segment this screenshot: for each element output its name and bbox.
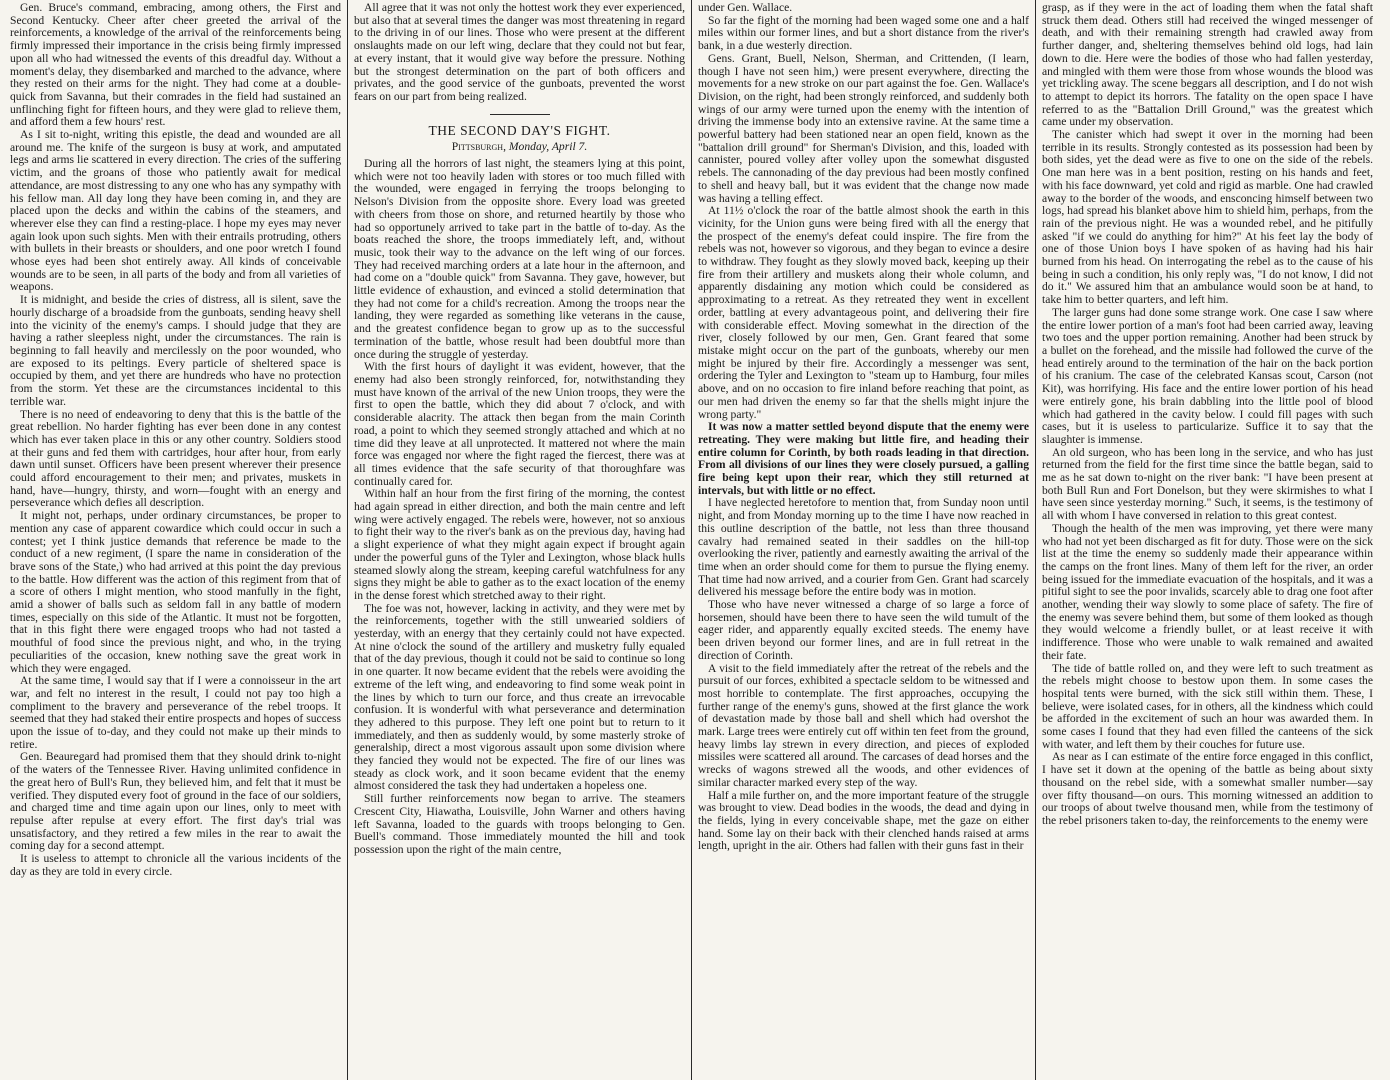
- paragraph: Within half an hour from the first firing of the morning, the contest had again spread in either direction, and both the main centre and left wing were actively engaged. The rebels were, however, not so anxious to fight their way to the river's bank as on the previous day, having had a slight experience of what they might again expect if brought again under the powerful guns of the Tyler and Lexington, whose black hulls steamed slowly along the stream, keeping careful watchfulness for any signs they might be able to gather as to the exact location of the enemy in the dense forest which stretched away to their right.: [354, 487, 685, 602]
- paragraph: The canister which had swept it over in the morning had been terrible in its results. Strongly contested as its possession had been by both sides, yet the dead were as five to one on the side of the rebels. One man here was in a bent position, resting on his hands and feet, with his face downward, yet cold and rigid as marble. One had crawled away to the border of the woods, and ensconcing himself between two logs, had spread his blanket above him to shield him, perhaps, from the rain of the previous night. He was a wounded rebel, and he pitifully asked "if we could do anything for him?" At his feet lay the body of one of those Union boys I have spoken of as having had his hair burned from his head. On interrogating the rebel as to the cause of his being in such a condition, his only reply was, "I do not know, I did not do it." We assured him that an ambulance would soon be at hand, to take him to better quarters, and left him.: [1042, 128, 1373, 307]
- paragraph: All agree that it was not only the hottest work they ever experienced, but also that at several times the danger was most threatening in regard to the driving in of our lines. Those who were present at the different onslaughts made on our left wing, declare that they could not but fear, at every instant, that it would give way before the pressure. Nothing but the strongest determination on the part of both officers and privates, and the good service of the gunboats, prevented the worst fears on our part from being realized.: [354, 1, 685, 103]
- paragraph: Gens. Grant, Buell, Nelson, Sherman, and Crittenden, (I learn, though I have not seen him,) were present everywhere, directing the movements for a new stroke on our part against the foe. Gen. Wallace's Division, on the right, had been strongly reinforced, and suddenly both wings of our army were turned upon the enemy with the intention of driving the immense body into an extensive ravine. At the same time a powerful battery had been stationed near an open field, known as the "battalion drill ground" for Sherman's Division, and this, loaded with cannister, poured volley after volley upon the somewhat disgusted rebels. The cannonading of the day previous had been mostly confined to shell and heavy ball, but it was evident that the change now made was having a telling effect.: [698, 51, 1029, 205]
- paragraph: The tide of battle rolled on, and they were left to such treatment as the rebels might choose to bestow upon them. In some cases the hospital tents were burned, with the sick still within them. These, I believe, were isolated cases, for in others, all the kindness which could be afforded in the excitement of such an hour was awarded them. In some cases I found that they had even filled the canteens of the sick with water, and left them by their couches for future use.: [1042, 661, 1373, 751]
- paragraph: With the first hours of daylight it was evident, however, that the enemy had also been strongly reinforced, for, notwithstanding they must have known of the arrival of the new Union troops, they were the first to open the battle, which they did about 7 o'clock, and with considerable alacrity. The attack then began from the main Corinth road, a point to which they seemed strongly attached and which at no time did they leave at all unprotected. It mattered not where the main force was engaged nor where the fight raged the fiercest, there was at all times evidence that the safe security of that thoroughfare was continually cared for.: [354, 360, 685, 488]
- paragraph: It was now a matter settled beyond dispute that the enemy were retreating. They were making but little fire, and heading their entire column for Corinth, by both roads leading in that direction. From all divisions of our lines they were closely pursued, a galling fire being kept upon their rear, which they still returned at intervals, but with little or no effect.: [698, 420, 1029, 497]
- paragraph: Gen. Beauregard had promised them that they should drink to-night of the waters of the Tennessee River. Having unlimited confidence in the great hero of Bull's Run, they believed him, and felt that it must be verified. They disputed every foot of ground in the face of our soldiers, and charged time and time again upon our lines, only to meet with repulse after repulse at every effort. The first day's trial was unsatisfactory, and they retired a few miles in the rear to await the coming day for a second attempt.: [10, 750, 341, 853]
- paragraph: Half a mile further on, and the more important feature of the struggle was brought to view. Dead bodies in the woods, the dead and dying in the fields, lying in every conceivable shape, met the gaze on either hand. Some lay on their back with their clenched hands raised at arms length, upright in the air. Others had fallen with their guns fast in their: [698, 788, 1029, 853]
- paragraph: grasp, as if they were in the act of loading them when the fatal shaft struck them dead. Others still had received the winged messenger of death, and with their remaining strength had crawled away from further danger, and, sheltering themselves behind old logs, had lain down to die. Here were the bodies of those who had fallen yesterday, and mingled with them were those from whose wounds the blood was yet trickling away. The scene beggars all description, and I do not wish to attempt to depict its horrors. The fatality on the open space I have referred to as the "Battalion Drill Ground," was the greatest which came under my observation.: [1042, 1, 1373, 129]
- paragraph: Though the health of the men was improving, yet there were many who had not yet been discharged as fit for duty. Those were on the sick list at the time the enemy so suddenly made their appearance within the camps on the front lines. Many of them left for the river, an order being issued for the immediate evacuation of the hospitals, and it was a pitiful sight to see the poor invalids, scarcely able to drag one foot after another, wending their way slowly to some place of safety. The fire of the enemy was severe behind them, but some of them looked as though they would welcome a friendly bullet, or at least receive it with indifference. Those who were unable to walk remained and awaited their fate.: [1042, 521, 1373, 662]
- paragraph: As near as I can estimate of the entire force engaged in this conflict, I have set it down at the opening of the battle as being about sixty thousand on the rebel side, with a somewhat smaller number—say over fifty thousand—on ours. This morning witnessed an addition to our troops of about twelve thousand men, while from the testimony of the rebel prisoners taken to-day, the reinforcements to the enemy were: [1042, 750, 1373, 827]
- section-divider: [490, 114, 550, 115]
- paragraph: There is no need of endeavoring to deny that this is the battle of the great rebellion. No harder fighting has ever been done in any contest which has ever taken place in this or any other country. Soldiers stood at their guns and fed them with cartridges, hour after hour, from early dawn until sunset. Officers have been present wherever their presence could afford encouragement to their men; and privates, muskets in hand, have—hungry, thirsty, and worn—fought with an energy and perseverance which defies all description.: [10, 407, 341, 510]
- column-2: [348, 0, 691, 1080]
- paragraph: During all the horrors of last night, the steamers lying at this point, which were not too heavily laden with stores or too much filled with the wounded, were engaged in ferrying the troops belonging to Nelson's Division from the opposite shore. Every load was greeted with cheers from those on shore, and returned heartily by those who had so opportunely arrived to take part in the battle of to-day. As the boats reached the shore, the troops immediately left, and, without music, took their way to the advance on the left wing of our forces. They had received marching orders at a late hour in the afternoon, and had come on a "double quick" from Savanna. They gave, however, but little evidence of exhaustion, and evinced a stolid determination that they had not come for a child's recreation. Among the troops near the landing, they were regarded as something like veterans in the cause, and the greatest confidence began to grow up as to the successful termination of the battle, whose result had been doubtful more than once during the struggle of yesterday.: [354, 157, 685, 361]
- paragraph: I have neglected heretofore to mention that, from Sunday noon until night, and from Monday morning up to the time I have now reached in this outline description of the battle, not less than three thousand cavalry had remained seated in their saddles on the hill-top overlooking the river, patiently and earnestly awaiting the arrival of the time when an order should come for them to pursue the flying enemy. That time had now arrived, and a courier from Gen. Grant had scarcely delivered his message before the entire body was in motion.: [698, 496, 1029, 599]
- paragraph: It is midnight, and beside the cries of distress, all is silent, save the hourly discharge of a broadside from the gunboats, sending heavy shell into the vicinity of the enemy's camps. I should judge that they are having a rather sleepless night, under the circumstances. The rain is beginning to fall heavily and mercilessly on the poor wounded, who are exposed to its peltings. Every particle of sheltered space is occupied by them, and yet there are hundreds who have no protection from the storm. Yet these are the circumstances incidental to this terrible war.: [10, 293, 341, 408]
- paragraph: It might not, perhaps, under ordinary circumstances, be proper to mention any case of apparent cowardice which could occur in such a contest; yet I think justice demands that reference be made to the conduct of a new regiment, (I spare the name in consideration of the brave sons of the State,) who had arrived at this point the day previous to the battle. How different was the action of this regiment from that of a score of others I might mention, who stood manfully in the fight, amid a shower of balls such as seldom fall in any battle of modern times, especially on this side of the Atlantic. It must not be forgotten, that in this fight there were engaged troops who had not tasted a mouthful of food since the previous night, and who, in the trying peculiarities of the occasion, knew nothing save the great work in which they were engaged.: [10, 509, 341, 675]
- dateline: [354, 141, 685, 154]
- paragraph: under Gen. Wallace.: [698, 1, 793, 14]
- paragraph: As I sit to-night, writing this epistle, the dead and wounded are all around me. The knife of the surgeon is busy at work, and amputated legs and arms lie scattered in every direction. The cries of the suffering victim, and the groans of those who patiently await for medical attendance, are most distressing to any one who has any sympathy with his fellow man. All day long they have been coming in, and they are placed upon the decks and within the cabins of the steamers, and wherever else they can find a resting-place. I hope my eyes may never again look upon such sights. Men with their entrails protruding, others with bullets in their breasts or shoulders, and one poor wretch I found whose eyes had been shot entirely away. All kinds of conceivable wounds are to be seen, in all parts of the body and from all varieties of weapons.: [10, 128, 341, 294]
- column-1: [4, 0, 347, 1080]
- paragraph: Still further reinforcements now began to arrive. The steamers Crescent City, Hiawatha, Louisville, John Warner and others having left Savanna, loaded to the guards with troops belonging to Gen. Buell's command. Those immediately mounted the hill and took possession upon the right of the main centre,: [354, 792, 685, 856]
- paragraph: The foe was not, however, lacking in activity, and they were met by the reinforcements, together with the still unwearied soldiers of yesterday, with an energy that they certainly could not have expected. At nine o'clock the sound of the artillery and musketry fully equaled that of the day previous, though it could not be said to continue so long in one quarter. It now became evident that the rebels were avoiding the extreme of the left wing, and endeavoring to find some weak point in the lines by which to turn our force, and thus create an irrevocable confusion. It is wonderful with what perseverance and determination they adhered to this purpose. They left one point but to return to it immediately, and then as suddenly would, by some masterly stroke of generalship, direct a most vigorous assault upon some division where they fancied they would not be expected. The fire of our lines was steady as clock work, and it soon became evident that the enemy almost considered the task they had undertaken a hopeless one.: [354, 601, 685, 793]
- paragraph: Those who have never witnessed a charge of so large a force of horsemen, should have been there to have seen the wild tumult of the eager rider, and apparently equally excited steeds. The enemy have been driven beyond our former lines, and are in full retreat in the direction of Corinth.: [698, 598, 1029, 662]
- paragraph: At the same time, I would say that if I were a connoisseur in the art war, and felt no interest in the result, I could not pay too high a compliment to the bravery and perseverance of the rebel troops. It seemed that they had staked their entire prospects and hopes of success upon the issue of to-day, and they could not make up their minds to retire.: [10, 674, 341, 751]
- paragraph: At 11½ o'clock the roar of the battle almost shook the earth in this vicinity, for the Union guns were being fired with all the energy that the prospect of the enemy's defeat could inspire. The fire from the rebels was not, however so vigorous, and they began to evince a desire to withdraw. They fought as they slowly moved back, keeping up their fire from their artillery and muskets along their whole column, and apparently disdaining any motion which could be considered as approximating to a retreat. As they retreated they went in excellent order, battling at every advantageous point, and delivering their fire with considerable effect. Moving somewhat in the direction of the river, closely followed by our men, Gen. Grant feared that some mistake might occur on the part of the gunboats, whereby our men might be injured by their fire. Accordingly a messenger was sent, ordering the Tyler and Lexington to "steam up to Hamburg, four miles above, and on no occasion to fire inland before reaching that point, as our men had driven the enemy so far that the shells might injure the wrong party.": [698, 204, 1029, 421]
- paragraph: A visit to the field immediately after the retreat of the rebels and the pursuit of our forces, exhibited a spectacle seldom to be witnessed and most horrible to contemplate. The first approaches, occupying the further range of the enemy's guns, showed at the first glance the work of devastation made by those ball and shell which had overshot the mark. Large trees were entirely cut off within ten feet from the ground, heavy limbs lay strewn in every direction, and pieces of exploded missiles were scattered all around. The carcases of dead horses and the wrecks of wagons strewed all the woods, and other evidences of similar character marked every step of the way.: [698, 661, 1029, 789]
- paragraph: So far the fight of the morning had been waged some one and a half miles within our former lines, and but a short distance from the river's bank, in a due westerly direction.: [698, 13, 1029, 53]
- paragraph: Gen. Bruce's command, embracing, among others, the First and Second Kentucky. Cheer after cheer greeted the arrival of the reinforcements, a knowledge of the arrival of the reinforcements being firmly impressed their importance in the crisis being firmly impressed upon all who had witnessed the events of this dreadful day. Without a moment's delay, they disembarked and marched to the advance, where they rested on their arms for the night. They had come at a double-quick from Savanna, but their comrades in the field had sustained an unflinching fight for fifteen hours, and they were glad to relieve them, and afford them a few hours' rest.: [10, 1, 341, 129]
- column-3: [692, 0, 1035, 1080]
- dateline-date: Monday, April 7.: [508, 140, 588, 154]
- paragraph: The larger guns had done some strange work. One case I saw where the entire lower portion of a man's foot had been carried away, leaving two toes and the upper portion remaining. Another had been struck by a bullet on the forehead, and the missile had followed the curve of the head entirely around to the termination of the hair on the back portion of his cranium. The case of the celebrated Kansas scout, Carson (not Kit), was horrifying. His face and the entire lower portion of his head were entirely gone, his brain dabbling into the little pool of blood which had gathered in the cavity below. I could fill pages with such cases, but it is useless to particularize. Suffice it to say that the slaughter is immense.: [1042, 305, 1373, 446]
- dateline-place: Pittsburgh,: [451, 140, 506, 154]
- column-4: [1036, 0, 1379, 1080]
- section-heading: THE SECOND DAY'S FIGHT.: [428, 122, 611, 138]
- paragraph: It is useless to attempt to chronicle all the various incidents of the day as they are told in every circle.: [10, 852, 341, 878]
- paragraph: An old surgeon, who has been long in the service, and who has just returned from the field for the first time since the battle began, said to me as he sat down to-night on the river bank: "I have been present at both Bull Run and Fort Donelson, but they were skirmishes to what I have seen since yesterday morning." Such, it seems, is the testimony of all with whom I have conversed in relation to this great contest.: [1042, 445, 1373, 523]
